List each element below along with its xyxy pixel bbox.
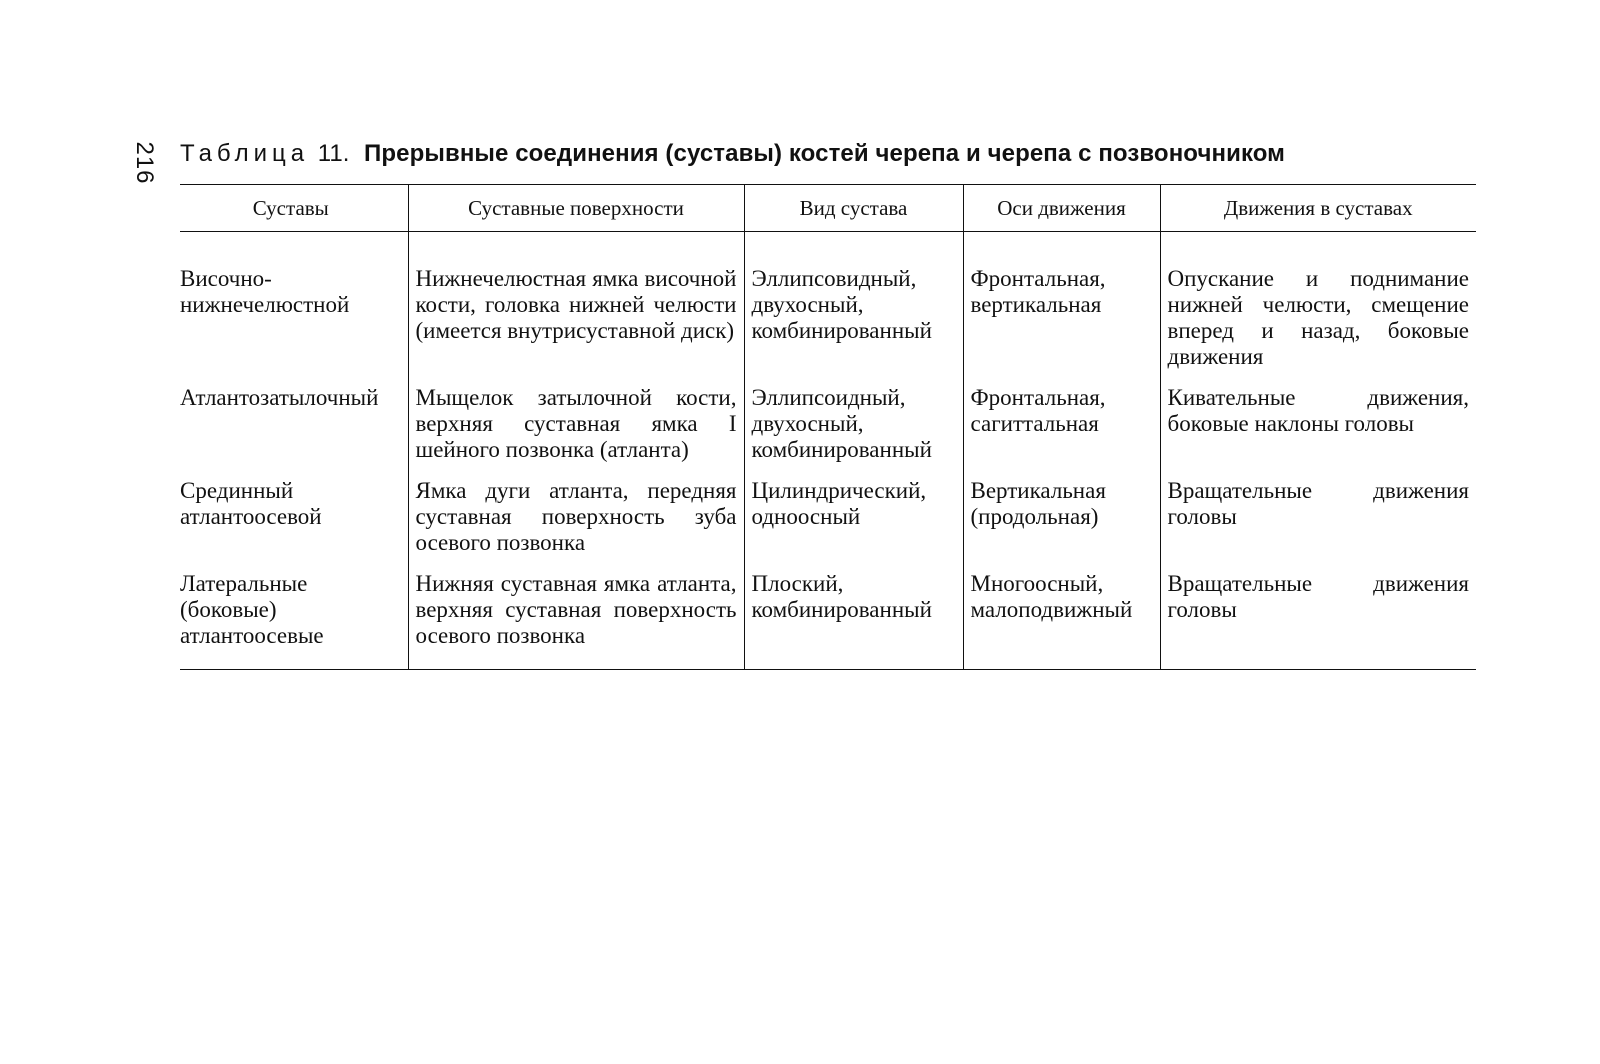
- cell-type: [744, 571, 963, 670]
- caption-number: 11.: [317, 140, 350, 167]
- header-joints: Суставы: [180, 185, 408, 232]
- cell-surfaces: [408, 571, 744, 670]
- cell-text: Эллипсовидный, двухосный, комбинированный: [751, 266, 932, 343]
- cell-text: Мыщелок затылочной кости, верхняя суставная ямка I шейного позвонка (атланта): [415, 385, 737, 462]
- cell-text: Опускание и поднимание нижней челюсти, смещение вперед и назад, боковые движения: [1167, 266, 1469, 369]
- cell-joint: [180, 385, 408, 478]
- cell-axes: [963, 232, 1160, 386]
- header-movement-axes: Оси движения: [963, 185, 1160, 232]
- cell-text: Фронтальная, сагиттальная: [970, 385, 1106, 436]
- cell-movements: [1160, 232, 1476, 386]
- cell-joint: [180, 571, 408, 670]
- cell-text: Фронтальная, вертикальная: [970, 266, 1106, 317]
- cell-text: Нижнечелюстная ямка височной кости, головка нижней челюсти (имеется внутрисуставной диск): [415, 266, 737, 343]
- table-row: [180, 385, 1476, 478]
- cell-text: Вращательные движения головы: [1167, 478, 1469, 529]
- cell-movements: [1160, 571, 1476, 670]
- cell-surfaces: [408, 232, 744, 386]
- caption-label: Таблица: [180, 140, 310, 167]
- cell-text: Многоосный, малоподвижный: [970, 571, 1133, 622]
- cell-joint: [180, 232, 408, 386]
- cell-text: Атлантозатылочный: [180, 385, 379, 410]
- table-row: [180, 232, 1476, 386]
- cell-text: Цилиндрический, одноосный: [751, 478, 927, 529]
- table-caption: [180, 140, 1285, 168]
- cell-movements: [1160, 385, 1476, 478]
- header-articular-surfaces: Суставные поверхности: [408, 185, 744, 232]
- cell-joint: [180, 478, 408, 571]
- cell-text: Кивательные движения, боковые наклоны головы: [1167, 385, 1469, 436]
- cell-surfaces: [408, 385, 744, 478]
- page-number: 216: [131, 141, 158, 185]
- cell-text: Ямка дуги атланта, передняя суставная поверхность зуба осевого позвонка: [415, 478, 737, 555]
- cell-text: Плоский, комбинированный: [751, 571, 932, 622]
- cell-text: Эллипсоидный, двухосный, комбинированный: [751, 385, 932, 462]
- cell-type: [744, 385, 963, 478]
- caption-title: Прерывные соединения (суставы) костей черепа и черепа с позвоночником: [364, 140, 1286, 167]
- cell-text: Височно-нижнечелюстной: [180, 266, 350, 317]
- header-joint-type: Вид сустава: [744, 185, 963, 232]
- cell-type: [744, 478, 963, 571]
- table-row: [180, 571, 1476, 670]
- cell-axes: [963, 478, 1160, 571]
- cell-movements: [1160, 478, 1476, 571]
- cell-axes: [963, 571, 1160, 670]
- table-row: [180, 478, 1476, 571]
- joints-table: [180, 184, 1476, 670]
- table-header-row: [180, 185, 1476, 232]
- cell-text: Вертикальная (продольная): [970, 478, 1106, 529]
- header-movements: Движения в суставах: [1160, 185, 1476, 232]
- cell-axes: [963, 385, 1160, 478]
- cell-text: Латеральные (боковые) атлантоосевые: [180, 571, 324, 648]
- cell-text: Нижняя суставная ямка атланта, верхняя суставная поверхность осевого позвонка: [415, 571, 737, 648]
- cell-surfaces: [408, 478, 744, 571]
- cell-text: Вращательные движения головы: [1167, 571, 1469, 622]
- cell-text: Срединный атлантоосевой: [180, 478, 322, 529]
- cell-type: [744, 232, 963, 386]
